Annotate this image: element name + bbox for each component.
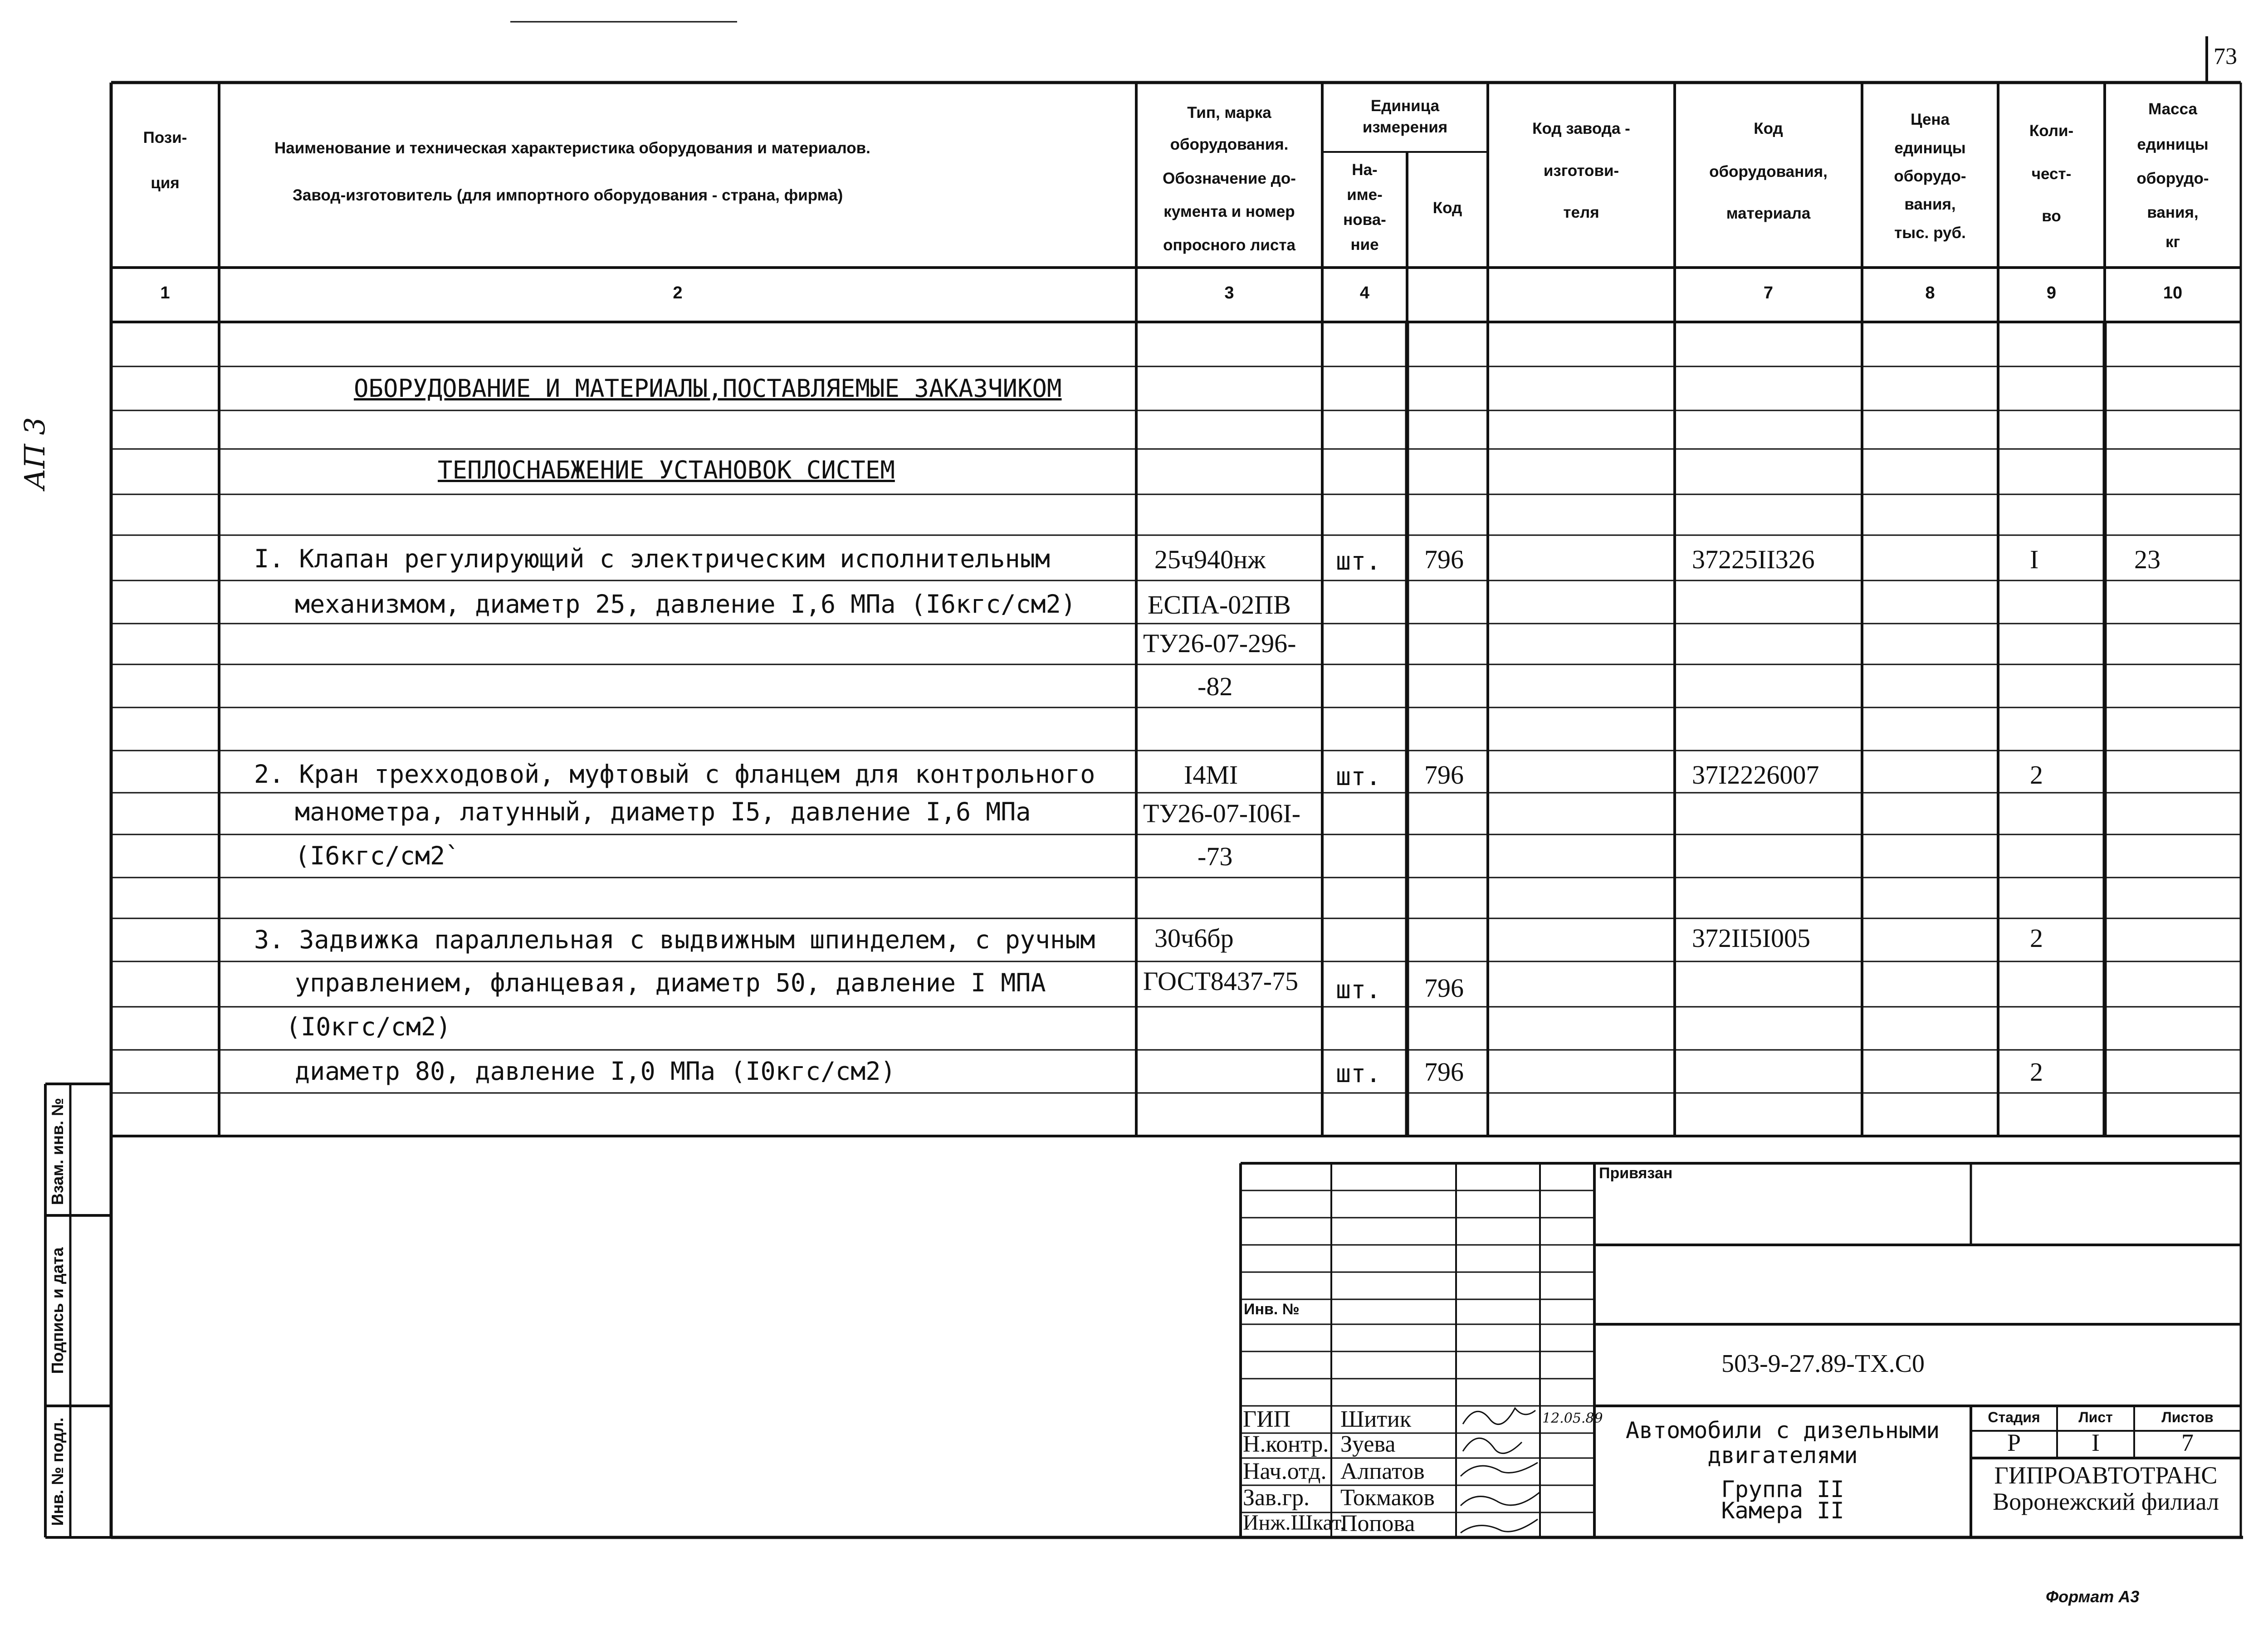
header-col4-line1: На- [1352,161,1378,179]
header-col3-line4: кумента и номер [1163,203,1295,220]
header-col2-line2: Завод-изготовитель (для импортного оборудования - страна, фирма) [293,186,843,204]
tb-sheets-label: Листов [2161,1409,2214,1425]
column-number: 2 [673,283,683,302]
tb-role: Инж.Шкат. [1243,1511,1345,1535]
tb-stage-label: Стадия [1988,1409,2040,1425]
header-col10-line1: Масса [2148,100,2197,118]
item-unit: шт. [1336,546,1381,576]
header-col1-line1: Пози- [143,129,187,146]
item-type: 30ч6бр [1154,923,1234,953]
tb-stage-value: Р [2007,1429,2021,1456]
header-unit-line2: измерения [1362,118,1448,136]
item-type: I4MI [1184,760,1238,790]
item-description: управлением, фланцевая, диаметр 50, давление I МПА [295,968,1046,997]
item-unit-code: 796 [1424,1057,1464,1087]
tb-role: Зав.гр. [1243,1485,1310,1511]
header-col8-line3: оборудо- [1894,167,1966,185]
tb-name: Зуева [1340,1431,1396,1457]
header-col6-line2: изготови- [1543,162,1619,180]
item-mass: 23 [2134,545,2160,574]
item-quantity: I [2030,545,2039,574]
header-col3-line3: Обозначение до- [1163,170,1296,187]
item-unit-code: 796 [1424,545,1464,574]
stamp-original-inv: Инв. № подл. [48,1417,67,1526]
stamp-signature-date: Подпись и дата [48,1247,67,1374]
column-number: 4 [1359,283,1370,302]
header-col4-line2: име- [1347,186,1383,204]
tb-title-line: Камера II [1721,1497,1844,1524]
header-col8-line1: Цена [1910,111,1950,128]
item-code: 372II5I005 [1692,923,1810,953]
header-col6-line3: теля [1563,204,1599,221]
item-description: 3. Задвижка параллельная с выдвижным шпинделем, с ручным [254,925,1095,954]
header-col5: Код [1432,199,1462,217]
header-col10-line2: единицы [2137,136,2209,153]
item-type: ТУ26-07-296- [1143,629,1296,658]
tb-title-line: Группа II [1721,1476,1844,1502]
item-quantity: 2 [2030,923,2043,953]
item-type: ГОСТ8437-75 [1143,966,1299,996]
tb-sheet-value: I [2092,1429,2100,1456]
item-description: (I6кгс/см2` [295,841,460,870]
header-col9-line1: Коли- [2029,122,2074,140]
header-col10-line3: оборудо- [2136,170,2209,187]
tb-role: Нач.отд. [1243,1458,1327,1484]
item-description: механизмом, диаметр 25, давление I,6 МПа (I6кгс/см2) [295,590,1076,619]
tb-sheet-label: Лист [2078,1409,2113,1425]
tb-privyazan-label: Привязан [1599,1165,1673,1182]
item-unit-code: 796 [1424,973,1464,1003]
item-unit: шт. [1336,762,1381,791]
header-col7-line3: материала [1726,205,1811,222]
item-description: I. Клапан регулирующий с электрическим исполнительным [254,544,1050,573]
item-description: диаметр 80, давление I,0 МПа (I0кгс/см2) [295,1057,896,1086]
header-col10-line5: кг [2165,233,2180,251]
item-quantity: 2 [2030,1057,2043,1087]
tb-title-line: Автомобили с дизельными [1625,1417,1940,1444]
format-label: Формат А3 [2046,1587,2140,1606]
item-type: ТУ26-07-I06I- [1143,799,1301,828]
tb-inv-label: Инв. № [1244,1301,1300,1318]
tb-role: Н.контр. [1243,1431,1329,1457]
header-col4-line4: ние [1350,236,1379,254]
header-col9-line3: во [2042,207,2061,225]
tb-title-line: двигателями [1707,1442,1858,1468]
header-col3-line5: опросного листа [1163,236,1295,254]
tb-org-line: ГИПРОАВТОТРАНС [1994,1462,2218,1489]
header-col6-line1: Код завода - [1532,120,1630,137]
header-col1-line2: ция [151,174,180,192]
item-unit: шт. [1336,975,1381,1004]
column-number: 7 [1763,283,1774,302]
item-type: -82 [1198,672,1233,701]
tb-doc-code: 503-9-27.89-ТХ.С0 [1721,1350,1925,1378]
header-col8-line5: тыс. руб. [1894,224,1966,242]
item-code: 37I2226007 [1692,760,1819,790]
header-col9-line2: чест- [2031,165,2072,183]
item-code: 37225II326 [1692,545,1815,574]
margin-note: АП 3 [18,417,51,490]
header-col10-line4: вания, [2147,204,2199,221]
tb-date: 12.05.89 [1542,1410,1603,1426]
item-type: ЕСПА-02ПВ [1148,590,1291,619]
section-title-equipment: ОБОРУДОВАНИЕ И МАТЕРИАЛЫ,ПОСТАВЛЯЕМЫЕ ЗАКАЗЧИКОМ [354,374,1062,403]
column-number: 1 [160,283,170,302]
column-number: 3 [1224,283,1234,302]
tb-sheets-value: 7 [2181,1429,2194,1456]
item-description: (I0кгс/см2) [286,1012,451,1041]
item-description: манометра, латунный, диаметр I5, давление I,6 МПа [295,797,1031,826]
item-type: 25ч940нж [1154,545,1266,574]
header-col8-line2: единицы [1894,139,1966,157]
tb-name: Токмаков [1340,1485,1435,1511]
page-number: 73 [2214,44,2237,69]
tb-name: Попова [1340,1511,1415,1536]
header-unit-line1: Единица [1370,97,1440,115]
header-col8-line4: вания, [1904,195,1956,213]
section-title-heat-supply: ТЕПЛОСНАБЖЕНИЕ УСТАНОВОК СИСТЕМ [438,456,895,484]
column-number: 8 [1925,283,1935,302]
header-col7-line2: оборудования, [1709,163,1828,180]
item-unit: шт. [1336,1059,1381,1088]
header-col3-line2: оборудования. [1170,136,1289,153]
header-col3-line1: Тип, марка [1187,104,1271,122]
tb-name: Шитик [1340,1406,1412,1432]
tb-name: Алпатов [1340,1458,1425,1484]
column-number: 9 [2046,283,2057,302]
header-col2-line1: Наименование и техническая характеристика оборудования и материалов. [274,139,870,157]
item-description: 2. Кран трехходовой, муфтовый с фланцем для контрольного [254,760,1095,789]
stamp-replacement-inv: Взам. инв. № [48,1097,67,1205]
item-quantity: 2 [2030,760,2043,790]
column-number: 10 [2163,283,2183,302]
item-unit-code: 796 [1424,760,1464,790]
tb-role: ГИП [1243,1406,1291,1432]
header-col4-line3: нова- [1343,211,1386,229]
tb-org-line: Воронежский филиал [1993,1488,2219,1515]
header-col7-line1: Код [1754,120,1783,137]
item-type: -73 [1198,842,1233,871]
